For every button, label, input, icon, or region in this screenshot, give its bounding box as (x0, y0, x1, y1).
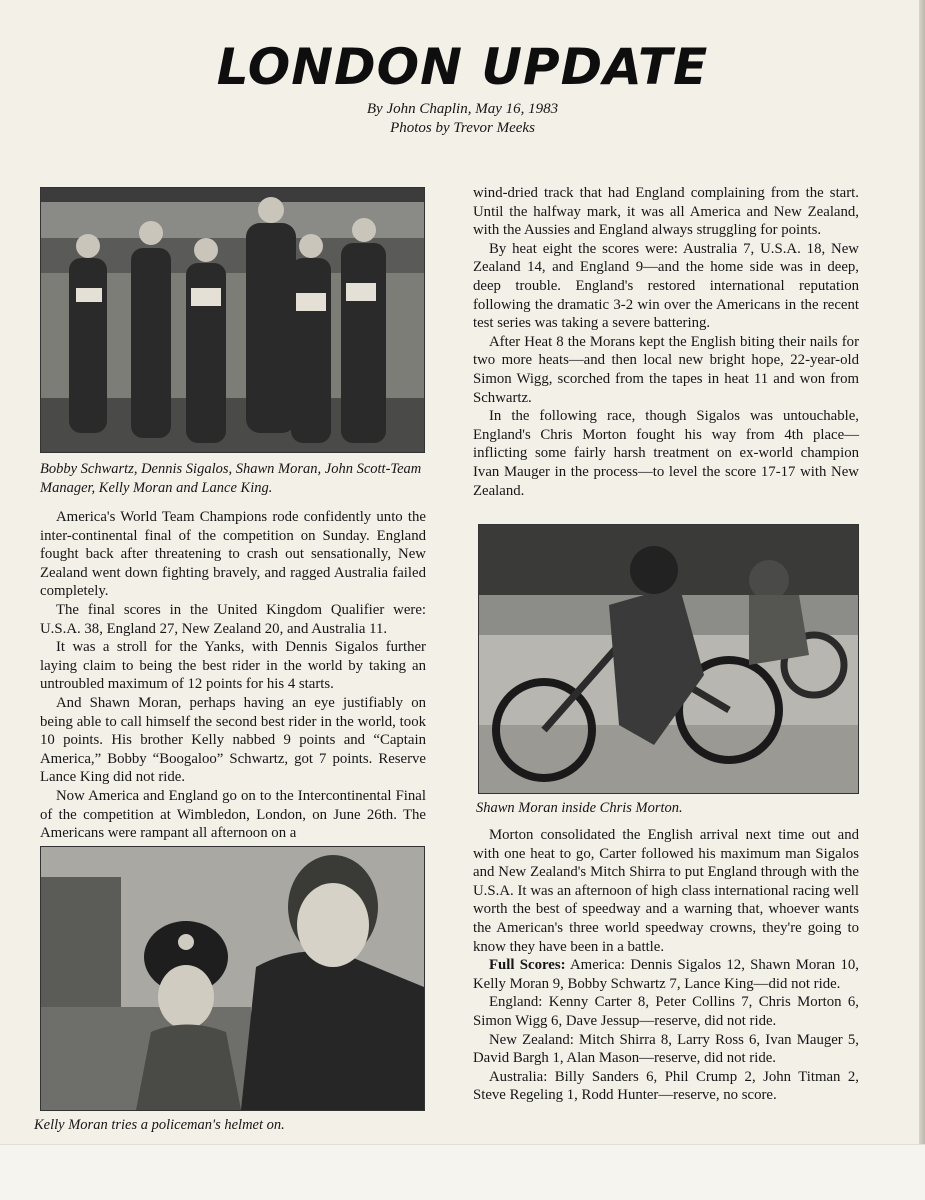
australia-scores: Australia: Billy Sanders 6, Phil Crump 2, John Titman 2, Steve Regeling 1, Rodd Hunter—reserve, no score. (473, 1068, 859, 1104)
paragraph: It was a stroll for the Yanks, with Dennis Sigalos further laying claim to being the best rider in the world by taking an untroubled maximum of 12 points for his 4 starts. (40, 639, 426, 693)
helmet-photo (40, 846, 425, 1111)
race-photo (478, 524, 859, 794)
paragraph: And Shawn Moran, perhaps having an eye justifiably on being able to call himself the second best rider in the world, took 10 points. His brother Kelly nabbed 9 points and “Captain America,” Bobby “Boogaloo” Schwartz, got 7 points. Reserve Lance King did not ride. (40, 694, 426, 786)
page-edge (919, 0, 925, 1200)
paragraph: In the following race, though Sigalos was untouchable, England's Chris Morton fought his way from 4th place—inflicting some fairly harsh treatment on ex-world champion Ivan Mauger in the process—to level the score 17-17 with New Zealand. (473, 408, 859, 499)
race-photo-caption: Shawn Moran inside Chris Morton. (476, 800, 683, 816)
america-scores: America: Dennis Sigalos 12, Shawn Moran 10, Kelly Moran 9, Bobby Schwartz 7, Lance King—did not ride. (473, 957, 859, 992)
photo-credit: Photos by Trevor Meeks (390, 120, 535, 136)
paragraph: Morton consolidated the English arrival next time out and with one heat to go, Carter followed his maximum man Sigalos and New Zealand's Mitch Shirra to put England through with the U.S.A. It was an afternoon of high class international racing well worth the best of speedway and a warning that, whoever wants the American's three world speedway crowns, they're going to know they have been in a battle. (473, 827, 859, 955)
new-zealand-scores: New Zealand: Mitch Shirra 8, Larry Ross 6, Ivan Mauger 5, David Bargh 1, Alan Mason—reserve, did not ride. (473, 1031, 859, 1067)
team-photo-caption: Bobby Schwartz, Dennis Sigalos, Shawn Moran, John Scott-Team Manager, Kelly Moran and Lance King. (40, 461, 422, 496)
full-scores-label: Full Scores: (489, 957, 566, 974)
page-bottom-margin (0, 1144, 925, 1200)
left-column-text (40, 508, 426, 843)
paragraph: Now America and England go on to the Intercontinental Final of the competition at Wimbledon, London, on June 26th. The Americans were rampant all afternoon on a (40, 787, 426, 842)
england-scores: England: Kenny Carter 8, Peter Collins 7, Chris Morton 6, Simon Wigg 6, Dave Jessup—reserve, did not ride. (473, 994, 859, 1029)
paragraph: By heat eight the scores were: Australia 7, U.S.A. 18, New Zealand 14, and England 9—and the home side was in deep, deep trouble. England's restored international reputation following the dramatic 3-2 win over the Americans in the recent test series was taking a severe battering. (473, 240, 859, 332)
paragraph: After Heat 8 the Morans kept the English biting their nails for two more heats—and then local new bright hope, 22-year-old Simon Wigg, scorched from the tapes in heat 11 and won from Schwartz. (473, 333, 859, 406)
page-title: LONDON UPDATE (216, 38, 709, 96)
right-column-bottom-text (473, 826, 859, 1105)
paragraph: America's World Team Champions rode confidently unto the inter-continental final of the competition on Sunday. England fought back after threatening to crash out sensationally, New Zealand went down fighting bravely, and ragged Australia failed completely. (40, 509, 426, 600)
paragraph: wind-dried track that had England complaining from the start. Until the halfway mark, it was all America and New Zealand, with the Aussies and England always struggling for points. (473, 185, 859, 239)
team-photo (40, 187, 425, 453)
paragraph: The final scores in the United Kingdom Qualifier were: U.S.A. 38, England 27, New Zealand 20, and Australia 11. (40, 601, 426, 637)
helmet-photo-caption: Kelly Moran tries a policeman's helmet on. (34, 1117, 285, 1133)
author-line: By John Chaplin, May 16, 1983 (366, 101, 559, 117)
full-scores-america (473, 956, 859, 993)
byline (0, 100, 925, 138)
right-column-top-text (473, 184, 859, 500)
